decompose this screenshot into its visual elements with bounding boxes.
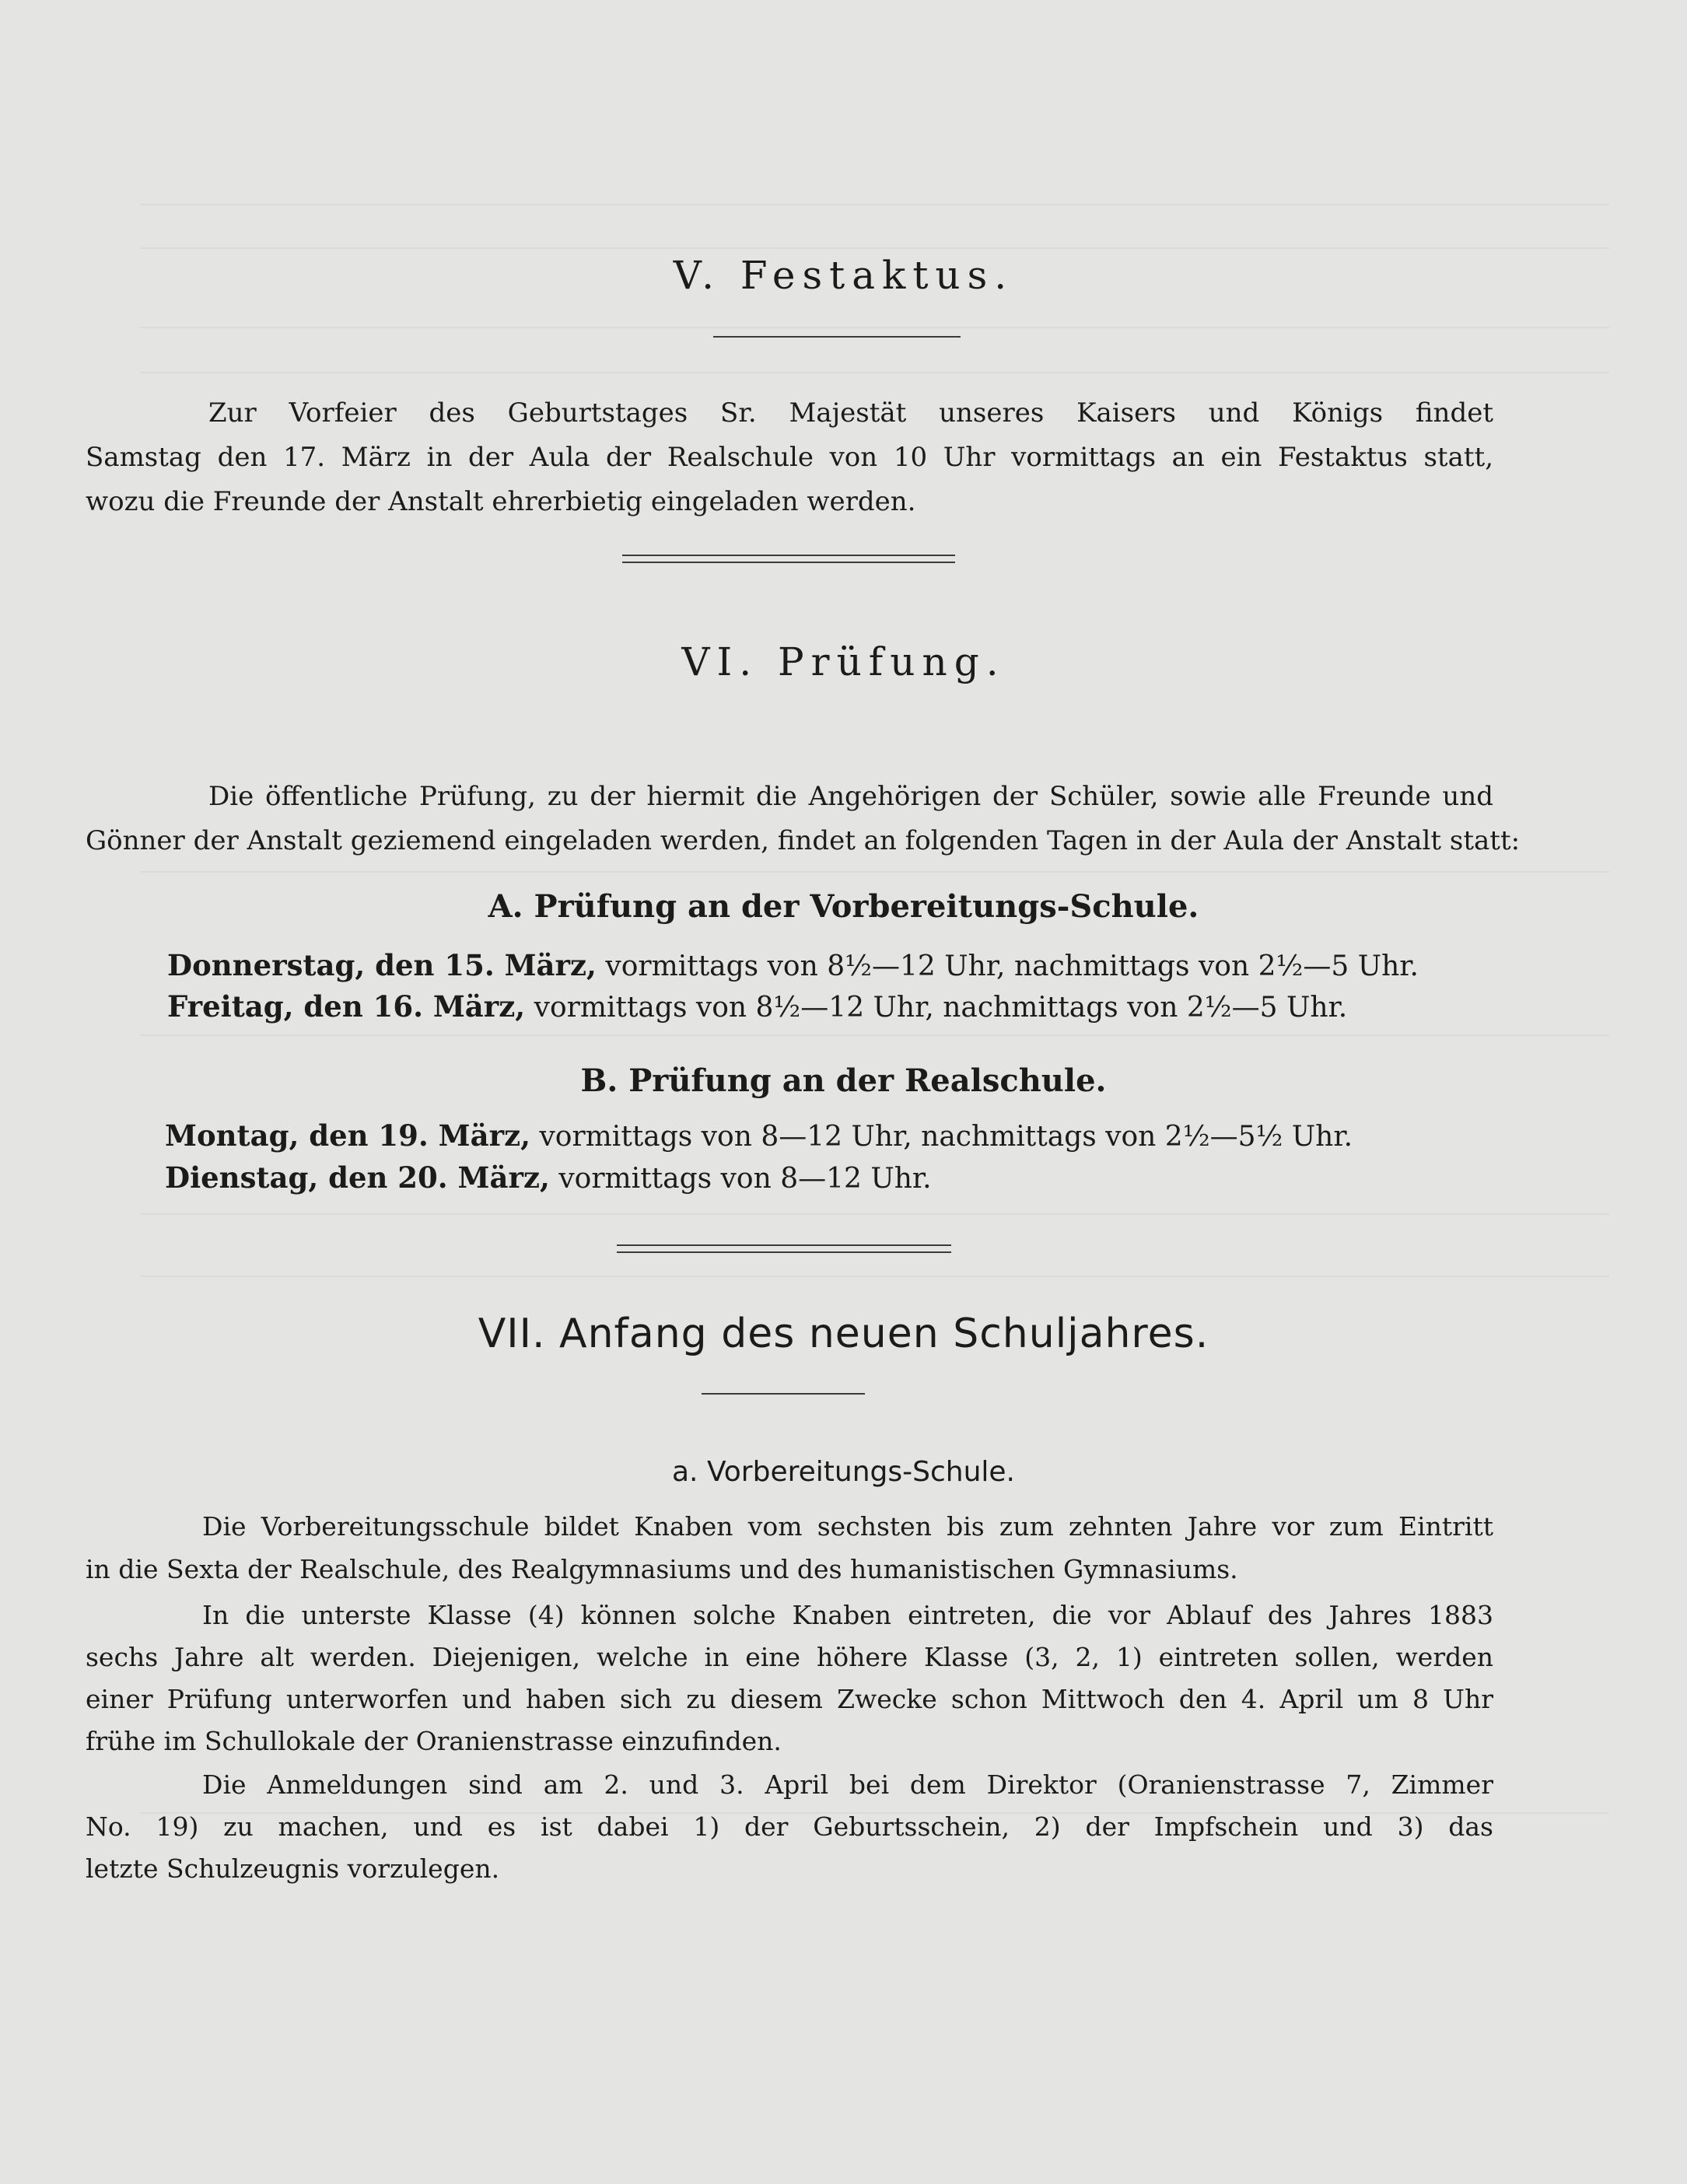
text-line: Gönner der Anstalt geziemend eingeladen werden, findet an folgenden Tagen in der Aula der Anstalt statt: <box>86 825 1521 856</box>
bleed-through <box>140 871 1609 873</box>
schedule-day: Dienstag, den 20. März, <box>165 1160 550 1195</box>
schedule-times: vormittags von 8—12 Uhr, nachmittags von 2½—5½ Uhr. <box>539 1121 1353 1153</box>
text-line: wozu die Freunde der Anstalt ehrerbietig eingeladen werden. <box>86 486 916 517</box>
text-line: in die Sexta der Realschule, des Realgymnasiums und des humanistischen Gymnasiums. <box>86 1554 1238 1584</box>
section-divider-bottom <box>622 562 955 563</box>
text-line: frühe im Schullokale der Oranienstrasse einzufinden. <box>86 1726 782 1756</box>
section-heading-schuljahr: VII. Anfang des neuen Schuljahres. <box>478 1311 1209 1357</box>
schedule-day: Freitag, den 16. März, <box>167 989 526 1024</box>
bleed-through <box>140 372 1609 373</box>
bleed-through <box>140 1034 1609 1036</box>
section-divider-bottom <box>617 1251 951 1253</box>
text-line: Samstag den 17. März in der Aula der Realschule von 10 Uhr vormittags an ein Festaktus statt, <box>86 442 1493 473</box>
pruefung-paragraph <box>86 775 1521 863</box>
bleed-through <box>140 1276 1609 1277</box>
section-heading-festaktus: V. Festaktus. <box>673 253 1014 298</box>
schedule-times: vormittags von 8—12 Uhr. <box>558 1163 932 1195</box>
section-heading-pruefung: VI. Prüfung. <box>681 639 1006 684</box>
schedule-row <box>165 1160 932 1195</box>
text-line: Die Vorbereitungsschule bildet Knaben vom sechsten bis zum zehnten Jahre vor zum Eintritt <box>202 1511 1493 1542</box>
text-line: Zur Vorfeier des Geburtstages Sr. Majestät unseres Kaisers und Königs findet <box>208 397 1493 429</box>
schedule-row <box>167 948 1419 982</box>
schedule-day: Montag, den 19. März, <box>165 1118 530 1153</box>
section-divider-top <box>617 1244 951 1246</box>
schedule-row <box>165 1118 1353 1153</box>
schuljahr-paragraph-1 <box>86 1505 1493 1591</box>
schuljahr-paragraph-2 <box>86 1594 1493 1762</box>
bleed-through <box>140 1213 1609 1215</box>
text-line: sechs Jahre alt werden. Diejenigen, welche in eine höhere Klasse (3, 2, 1) eintreten sollen, werden <box>86 1642 1493 1672</box>
text-line: letzte Schulzeugnis vorzulegen. <box>86 1853 500 1884</box>
heading-underline <box>713 336 961 338</box>
bleed-through <box>140 204 1609 205</box>
bleed-through <box>140 247 1609 249</box>
schedule-times: vormittags von 8½—12 Uhr, nachmittags von 2½—5 Uhr. <box>534 992 1348 1024</box>
festaktus-paragraph <box>86 391 1493 524</box>
text-line: Die Anmeldungen sind am 2. und 3. April bei dem Direktor (Oranienstrasse 7, Zimmer <box>202 1769 1493 1800</box>
heading-underline <box>702 1393 865 1395</box>
text-line: einer Prüfung unterworfen und haben sich zu diesem Zwecke schon Mittwoch den 4. April um 8 Uhr <box>86 1684 1493 1714</box>
subheading-part-b: B. Prüfung an der Realschule. <box>580 1062 1107 1099</box>
bleed-through <box>140 327 1609 328</box>
subheading-vorbereitungsschule: a. Vorbereitungs-Schule. <box>672 1456 1015 1488</box>
section-divider-top <box>622 555 955 556</box>
schedule-times: vormittags von 8½—12 Uhr, nachmittags von 2½—5 Uhr. <box>605 950 1419 982</box>
text-line: In die unterste Klasse (4) können solche Knaben eintreten, die vor Ablauf des Jahres 1883 <box>202 1600 1493 1630</box>
text-line: No. 19) zu machen, und es ist dabei 1) der Geburtsschein, 2) der Impfschein und 3) das <box>86 1811 1493 1842</box>
schuljahr-paragraph-3 <box>86 1764 1493 1890</box>
subheading-part-a: A. Prüfung an der Vorbereitungs-Schule. <box>488 888 1199 925</box>
schedule-row <box>167 989 1347 1024</box>
schedule-day: Donnerstag, den 15. März, <box>167 948 597 982</box>
text-line: Die öffentliche Prüfung, zu der hiermit die Angehörigen der Schüler, sowie alle Freunde und <box>208 781 1493 812</box>
